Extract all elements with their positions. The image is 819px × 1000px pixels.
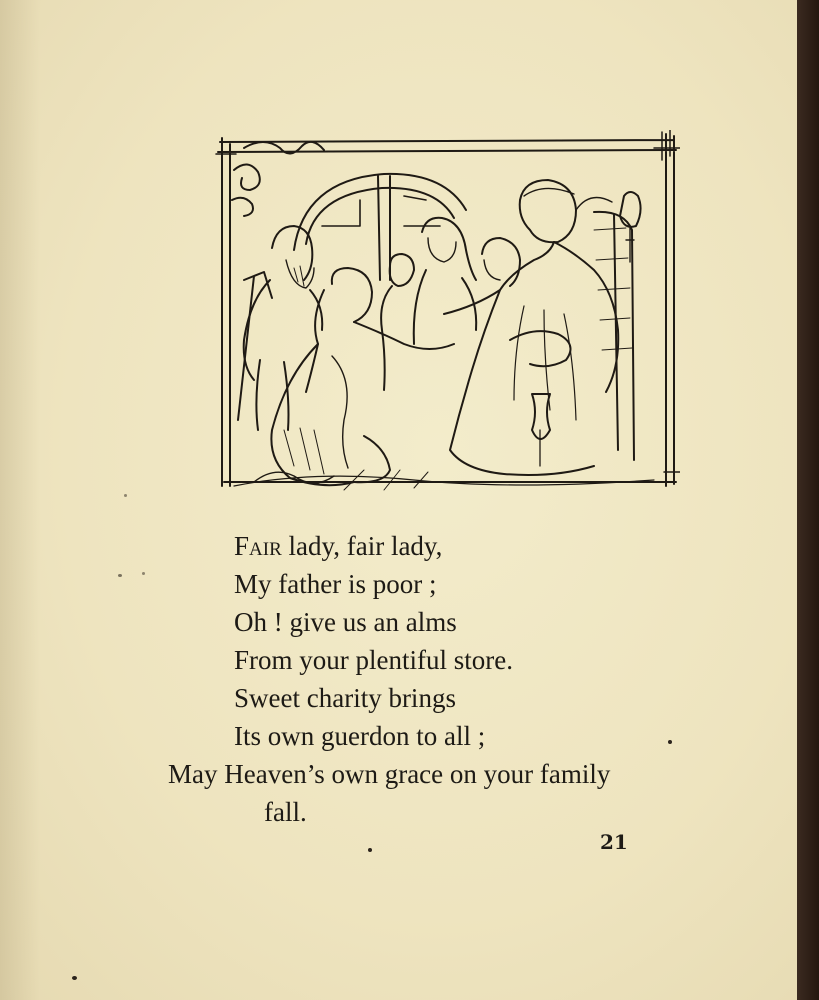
ink-speck	[72, 976, 77, 980]
poem-line: fall.	[264, 797, 307, 827]
ink-speck	[124, 494, 127, 497]
poem-line: From your plentiful store.	[234, 645, 513, 675]
poem-line: May Heaven’s own grace on your family	[168, 759, 611, 789]
ink-speck	[668, 740, 672, 744]
poem-line: Fair lady, fair lady,	[234, 531, 443, 561]
poem-line: Sweet charity brings	[234, 683, 456, 713]
poem-line: Oh ! give us an alms	[234, 607, 457, 637]
poem-line: My father is poor ;	[234, 569, 437, 599]
poem-first-word: Fair	[234, 531, 282, 561]
page-gutter	[0, 0, 40, 1000]
ink-speck	[142, 572, 145, 575]
page-number: 21	[600, 830, 628, 854]
engraving-woman-giving-alms-icon	[214, 130, 680, 496]
poem-line: Its own guerdon to all ;	[234, 721, 486, 751]
ink-speck	[368, 848, 372, 852]
ink-speck	[118, 574, 122, 577]
book-cover-edge	[797, 0, 819, 1000]
